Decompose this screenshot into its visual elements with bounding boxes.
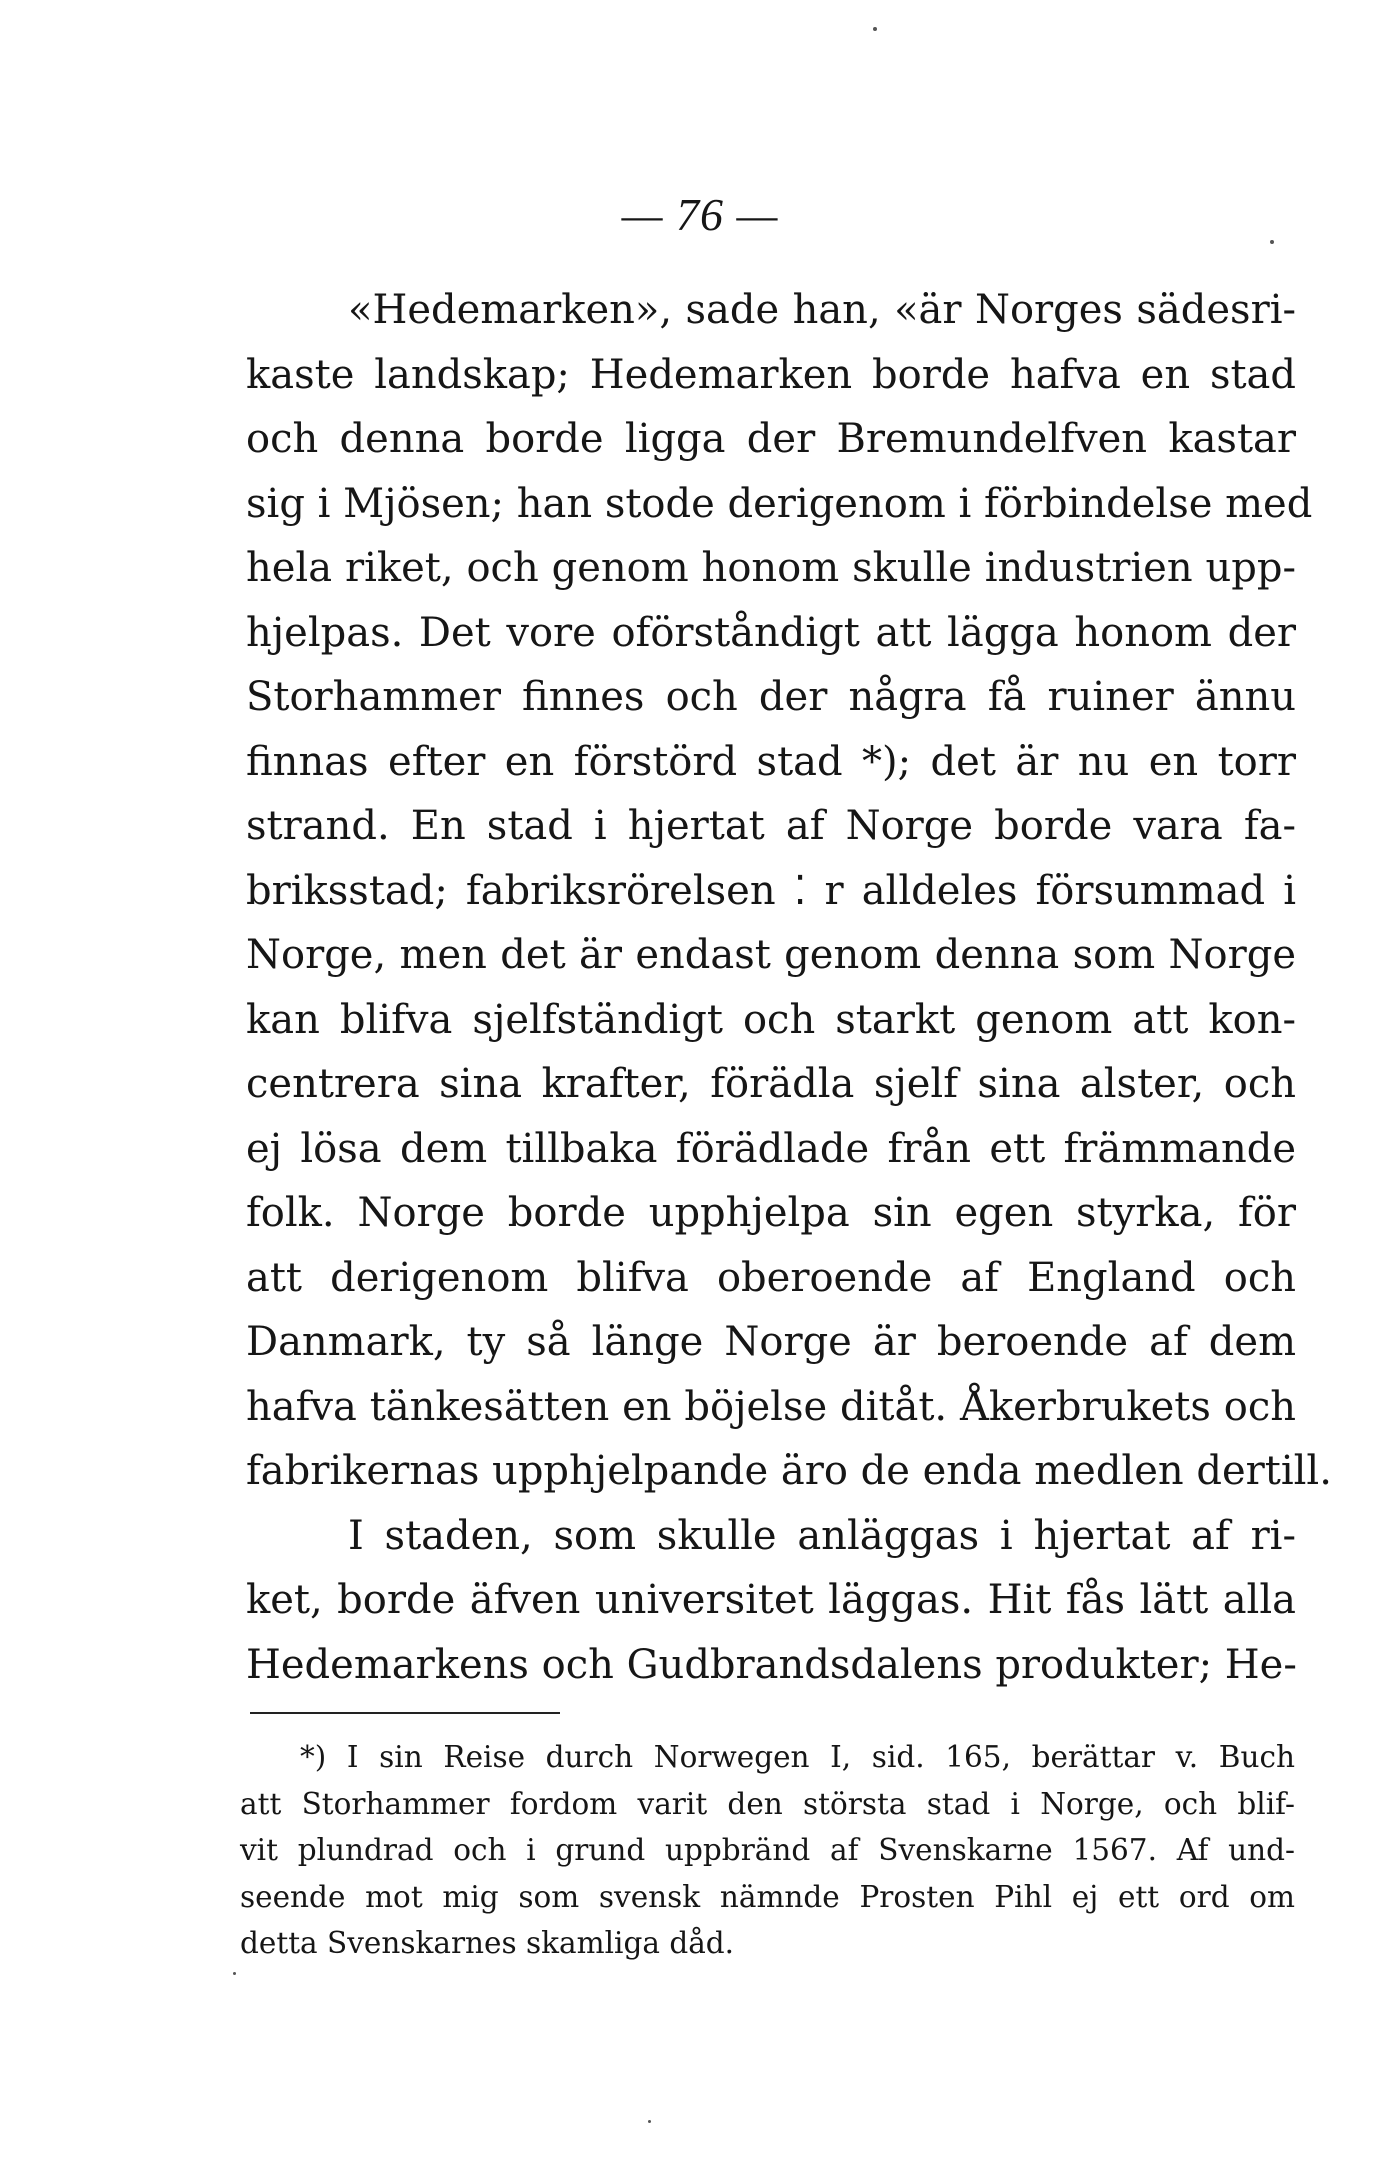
text-line: folk. Norge borde upphjelpa sin egen styrka, för [246, 1190, 1296, 1236]
text-line: hjelpas. Det vore oförståndigt att lägga honom der [246, 609, 1296, 656]
text-line: centrera sina krafter, förädla sjelf sina alster, och [246, 1061, 1296, 1107]
text-line: «Hedemarken», sade han, «är Norges sädesri- [348, 287, 1296, 333]
footnote [240, 1734, 1295, 1967]
footnote-line: *) I sin Reise durch Norwegen I, sid. 165, berättar v. Buch [300, 1740, 1295, 1774]
text-line: och denna borde ligga der Bremundelfven kastar [246, 416, 1296, 462]
text-line: ej lösa dem tillbaka förädlade från ett främmande [246, 1125, 1296, 1172]
text-line: finnas efter en förstörd stad *); det är nu en torr [246, 738, 1296, 785]
text-line: att derigenom blifva oberoende af England och [246, 1254, 1296, 1301]
text-line: briksstad; fabriksrörelsen ⁚ r alldeles försummad i [246, 867, 1296, 914]
paragraph [246, 1504, 1296, 1698]
text-line: Danmark, ty så länge Norge är beroende af dem [246, 1319, 1296, 1365]
footnote-line: att Storhammer fordom varit den största stad i Norge, och blif- [240, 1786, 1295, 1821]
scan-speck [1270, 240, 1274, 244]
text-line: hela riket, och genom honom skulle industrien upp- [246, 545, 1296, 591]
text-line: kaste landskap; Hedemarken borde hafva en stad [246, 351, 1296, 398]
text-line: ket, borde äfven universitet läggas. Hit fås lätt alla [246, 1577, 1296, 1623]
paragraph [246, 278, 1332, 1504]
text-line: Hedemarkens och Gudbrandsdalens produkter; He- [246, 1641, 1297, 1688]
text-line: sig i Mjösen; han stode derigenom i förbindelse med [246, 480, 1313, 527]
footnote-line: seende mot mig som svensk nämnde Prosten Pihl ej ett ord om [240, 1879, 1295, 1914]
footnote-divider [250, 1712, 560, 1714]
scan-speck [648, 2120, 651, 2123]
footnote-line: vit plundrad och i grund uppbränd af Svenskarne 1567. Af und- [240, 1833, 1295, 1867]
text-line: Storhammer finnes och der några få ruiner ännu [246, 674, 1296, 720]
text-line: Norge, men det är endast genom denna som Norge [246, 932, 1296, 978]
page-number: — 76 — [621, 189, 779, 240]
scan-speck [873, 27, 877, 31]
main-text [246, 278, 1332, 1697]
text-line: hafva tänkesätten en böjelse ditåt. Åkerbrukets och [246, 1383, 1296, 1430]
text-line: fabrikernas upphjelpande äro de enda medlen dertill. [246, 1448, 1332, 1494]
scan-speck [233, 1972, 236, 1975]
text-line: strand. En stad i hjertat af Norge borde vara fa- [246, 803, 1296, 849]
footnote-line: detta Svenskarnes skamliga dåd. [240, 1926, 735, 1960]
text-line: I staden, som skulle anläggas i hjertat af ri- [348, 1512, 1296, 1559]
text-line: kan blifva sjelfständigt och starkt genom att kon- [246, 996, 1296, 1043]
